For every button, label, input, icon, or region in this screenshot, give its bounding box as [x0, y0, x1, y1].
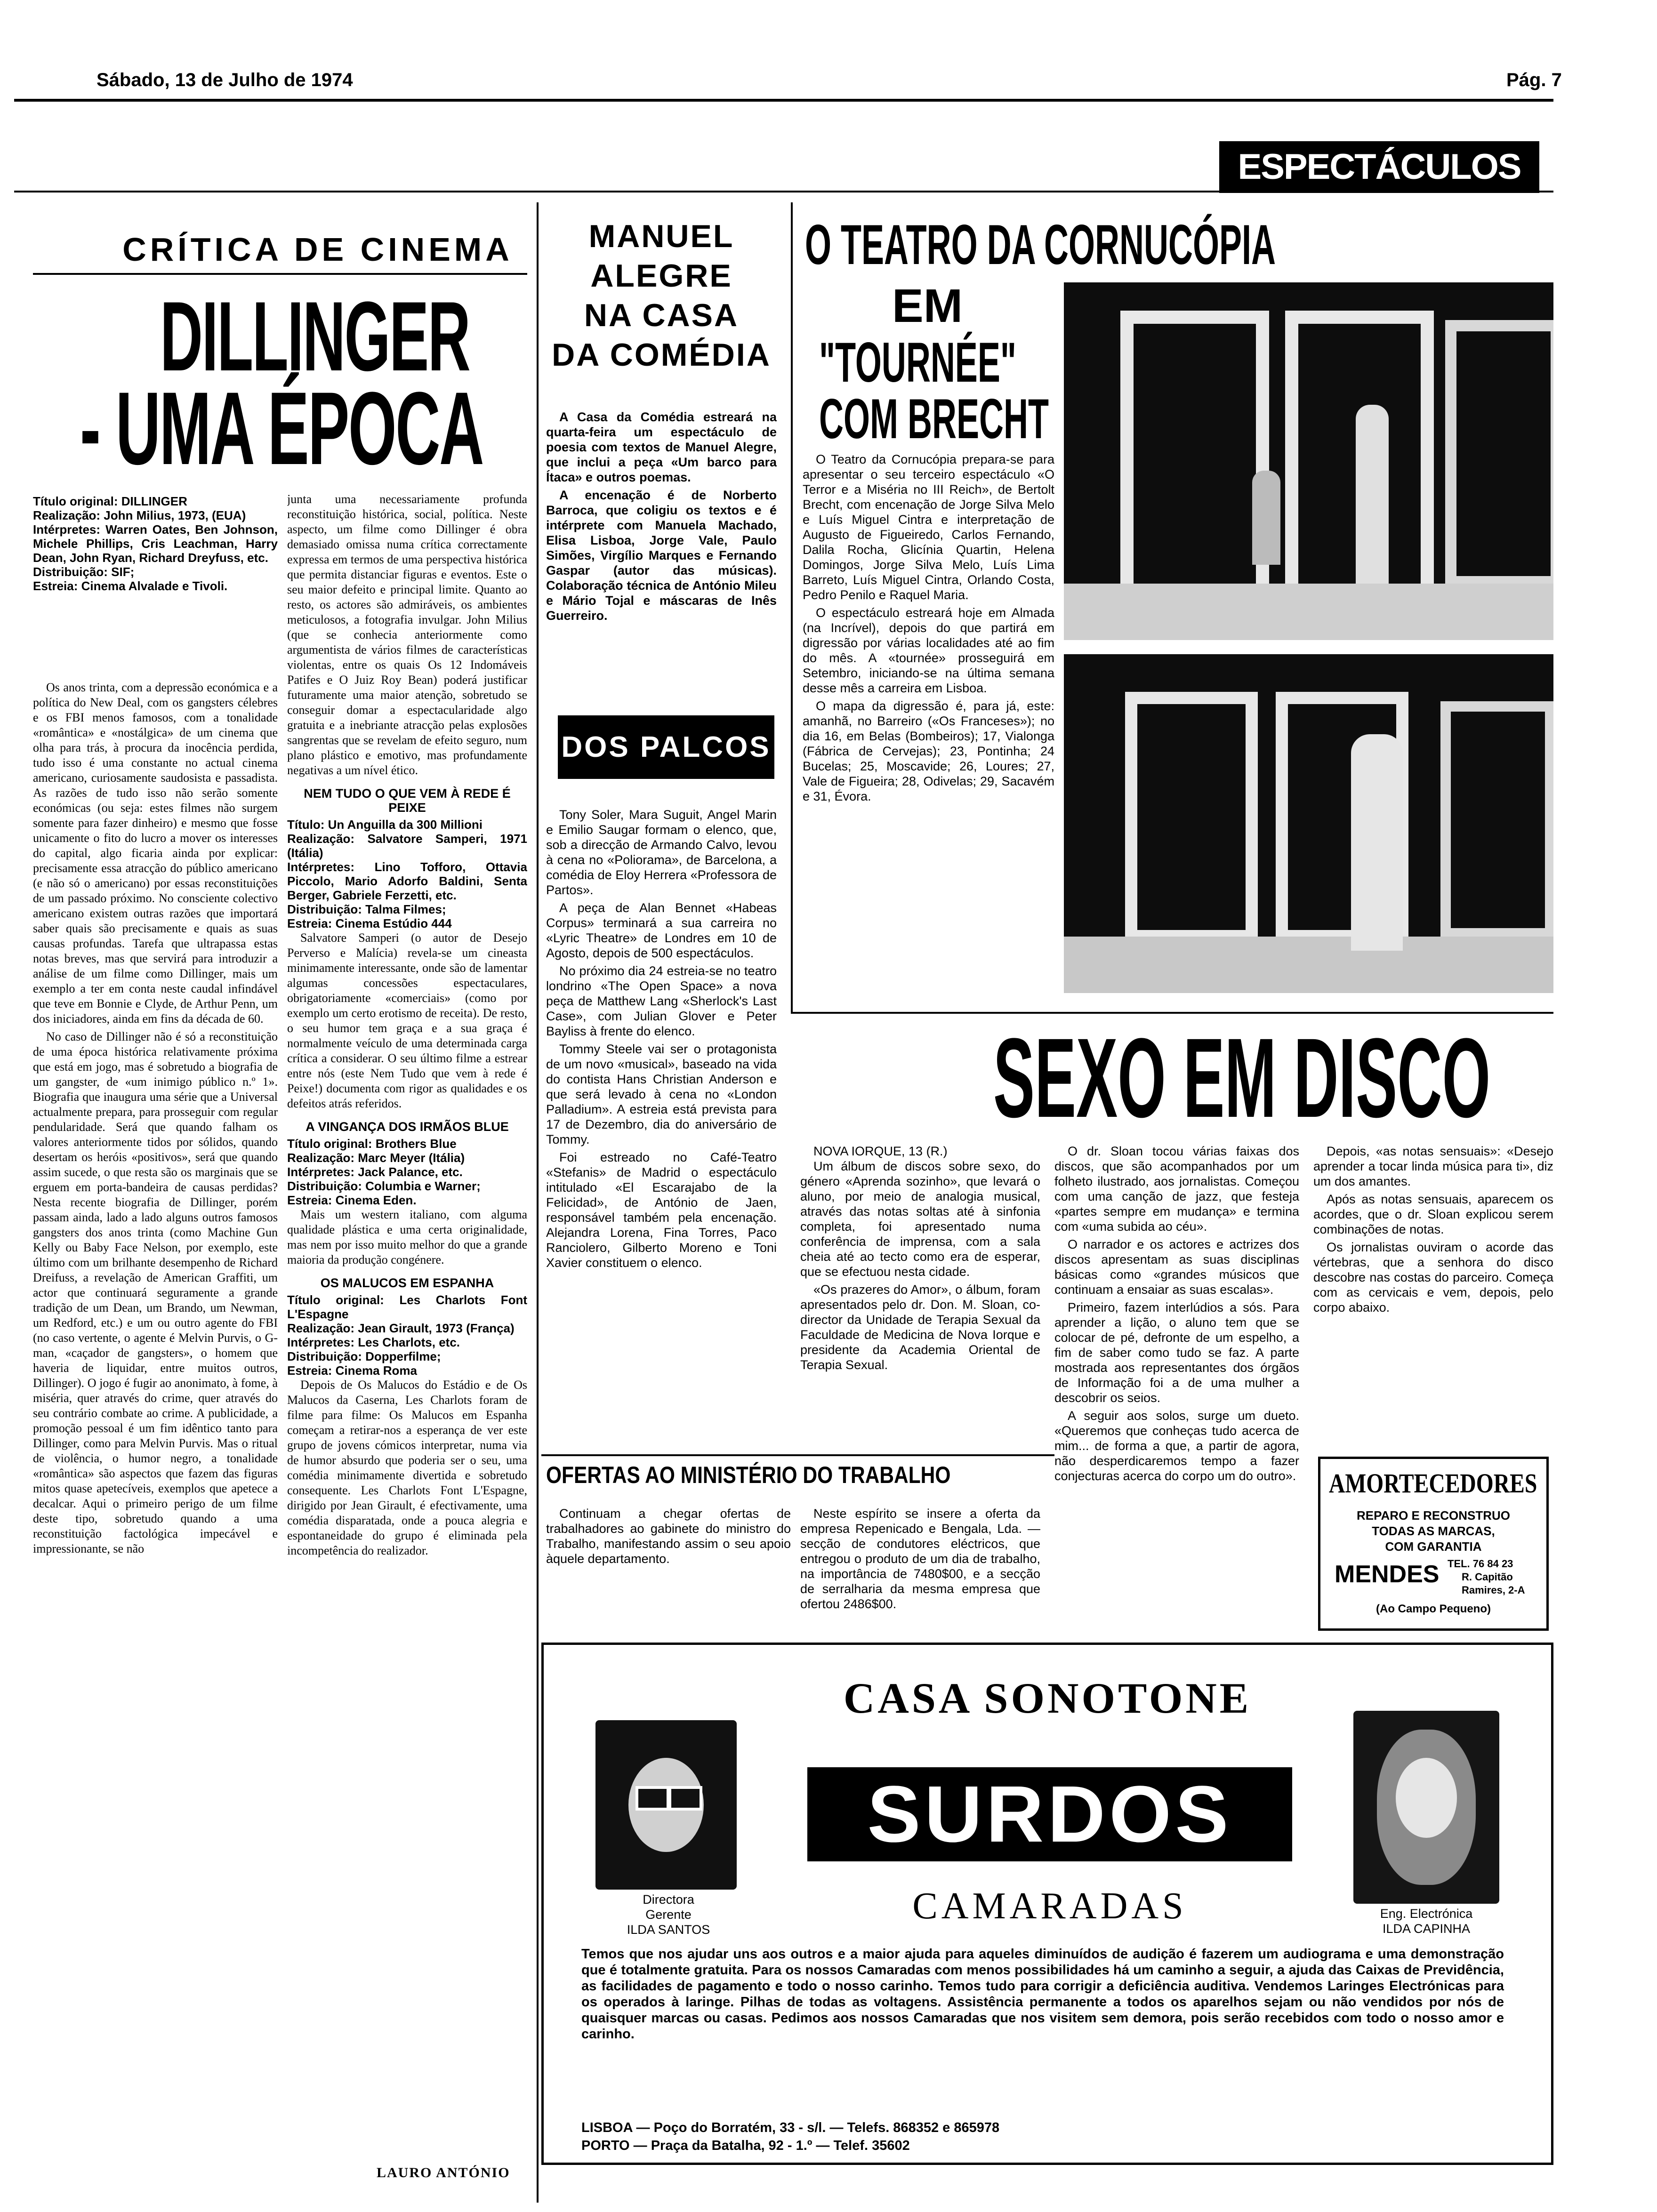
sexo-paragraph: A seguir aos solos, surge um dueto. «Queremos que conheças tudo acerca de mim... de forma a que, a partir de agora, não desperdicaremos tempo a fazer conjecturas acerca do corpo um do outro».	[1054, 1409, 1299, 1483]
ofertas-column-1	[546, 1506, 791, 1633]
critica-meta	[33, 494, 278, 593]
palcos-paragraph: No próximo dia 24 estreia-se no teatro londrino «The Open Space» a nova peça de Matthew Lang «Sherlock's Last Case», com Julian Glover e Peter Bayliss à frente do elenco.	[546, 964, 777, 1038]
amortecedores-address: R. Capitão	[1462, 1571, 1513, 1583]
alegre-paragraph: A encenação é de Norberto Barroca, que coligiu os textos e é intérprete com Manuela Machado, Elisa Lisboa, Jorge Vale, Paulo Simões, Virgílio Marques e Fernando Gaspar (autor das músicas). Colaboração técnica de António Mileu e Mário Tojal e máscaras de Inês Guerreiro.	[546, 488, 777, 623]
sexo-dateline: NOVA IORQUE, 13 (R.)	[813, 1144, 948, 1158]
palcos-paragraph: A peça de Alan Bennet «Habeas Corpus» terminará a sua carreira no «Lyric Theatre» de Londres em 10 de Agosto, depois de 500 espectáculos.	[546, 901, 777, 960]
subhead-vinganca: A VINGANÇA DOS IRMÃOS BLUE	[306, 1120, 509, 1134]
critica-signature: LAURO ANTÓNIO	[377, 2165, 510, 2180]
lisboa-address: — Poço do Borratém, 33 - s/l. — Telefs. 868352 e 865978	[636, 2120, 1000, 2135]
amortecedores-brand: MENDES	[1335, 1561, 1440, 1588]
critica-paragraph: No caso de Dillinger não é só a reconstituição de uma época histórica relativamente próxima que está em jogo, mas é sobretudo a biografia de um gangster, de «um inimigo público n.º 1». Biografia que inaugura uma série que a Universal actualmente prepara, para prosseguir com regular pendularidade. Será que quando falham os valores anteriormente tidos por sólidos, quando desertam os heróis «positivos», será que quando assim sucede, o que resta são os marginais que se erguem em porta-bandeira de causas perdidas? Nesta recente biografia de Dillinger, porém passam ainda, lado a lado alguns outros famosos gangsters dos anos trinta (como Machine Gun Kelly ou Baby Face Nelson, por exemplo, este último com um brilhante desempenho de Richard Dreifuss, a revelação de American Graffiti, um actor que continuará seguramente a grande tradição de um Dean, um Brando, um Newman, um Redford, etc.) e um ou outro agente do FBI (no caso vertente, o agente é Melvin Purvis, o G-man, «caçador de gangsters», o homem que haveria de liquidar, entre muitos outros, Dillinger). O jogo é fugir ao anonimato, à fome, à miséria, quer através do crime, quer através do seu contrário combate ao crime. A publicidade, a promoção pessoal é um fim idêntico tanto para Dillinger, como para Melvin Purvis. Mas o ritual de violência, o humor negro, a tonalidade «romântica» são aspectos que fazem das figuras mitos quase apetecíveis, exemplos que apetece a decalcar. Aqui o primeiro perigo de um filme deste tipo, sobretudo quando a uma reconstituição factológica impecável e impressionante, se não	[33, 1030, 278, 1555]
caption-line: Gerente	[645, 1907, 692, 1922]
sonotone-title: CASA SONOTONE	[843, 1674, 1252, 1722]
ofertas-paragraph: Neste espírito se insere a oferta da empresa Repenicado e Bengala, Lda. — secção de condutores eléctricos, que entregou o produto de um dia de trabalho, na importância de 7480$00, e a secção de serralharia da mesma empresa que ofertou 2486$00.	[800, 1507, 1040, 1611]
sub1-meta: Estreia: Cinema Estúdio 444	[287, 916, 452, 930]
sexo-paragraph: Os jornalistas ouviram o acorde das vértebras, que a senhora do disco descobre nas costas do parceiro. Começa com as cervicais e vem, depois, pelo corpo abaixo.	[1313, 1240, 1553, 1314]
sub2-meta: Distribuição: Columbia e Warner;	[287, 1179, 481, 1193]
cornucopia-paragraph: O mapa da digressão é, para já, este: amanhã, no Barreiro («Os Franceses»); no dia 16, em Belas (Bombeiros); 17, Vialonga (Fábrica de Cervejas); 23, Pontinha; 24 Bucelas; 25, Moscavide; 26, Loures; 27, Vale de Figueira; 28, Odivelas; 29, Sacavém e 31, Évora.	[803, 699, 1054, 803]
column-divider-2	[791, 202, 793, 1012]
header-date: Sábado, 13 de Julho de 1974	[97, 70, 353, 90]
caption-line: Directora	[643, 1892, 694, 1907]
amortecedores-address: Ramires, 2-A	[1462, 1584, 1525, 1596]
amortecedores-line: REPARO E RECONSTRUO	[1357, 1508, 1510, 1523]
cornucopia-bottom-rule	[791, 1012, 1553, 1014]
ofertas-paragraph: Continuam a chegar ofertas de trabalhadores ao gabinete do ministro do Trabalho, manifestando assim o seu apoio àquele departamento.	[546, 1507, 791, 1566]
sexo-paragraph: O narrador e os actores e actrizes dos discos apresentam as suas disciplinas básicas como «grandes músicos que continuam a ensaiar as suas escalas».	[1054, 1237, 1299, 1297]
cornucopia-title-line-1: O TEATRO DA CORNUCÓPIA	[805, 213, 1276, 276]
surdos-text: SURDOS	[867, 1770, 1232, 1859]
sub1-meta: Distribuição: Talma Filmes;	[287, 902, 446, 916]
amortecedores-ad	[1318, 1457, 1549, 1631]
cornucopia-photo-bottom	[1064, 654, 1553, 993]
header-rule	[14, 99, 1553, 102]
critica-meta-line: Estreia: Cinema Alvalade e Tivoli.	[33, 579, 228, 593]
alegre-title-line: DA COMÉDIA	[552, 337, 771, 373]
sonotone-body: Temos que nos ajudar uns aos outros e a maior ajuda para aqueles diminuídos de audição é fazerem um audiograma e uma demonstração que é totalmente gratuita. Para os nossos Camaradas com menos possibilidades há um caminho a seguir, a ajuda das Caixas de Previdência, as facilidades de pagamento e todo o nosso carinho. Temos tudo para corrigir a deficiência auditiva. Vendemos Laringes Electrónicas para os operados à laringe. Pilhas de todas as voltagens. Assistência permanente a todos os aparelhos sejam ou não vendidos por nós de quaisquer marcas ou casas. Pedimos aos nossos Camaradas que nos visitem sem demora, pois serão recebidos com todo o nosso amor e carinho.	[581, 1947, 1504, 2042]
sexo-paragraph: O dr. Sloan tocou várias faixas dos discos, que são acompanhados por um folheto ilustrado, aos jornalistas. Começou com uma canção de jazz, que festeja «partes sempre em mudança» e termina com «uma subida ao céu».	[1054, 1144, 1299, 1234]
sexo-title: SEXO EM DISCO	[993, 1015, 1491, 1141]
critica-meta-line: Realização: John Milius, 1973, (EUA)	[33, 508, 246, 522]
cornucopia-body	[803, 452, 1054, 1007]
cornucopia-photo-top	[1064, 282, 1553, 640]
alegre-paragraph: A Casa da Comédia estreará na quarta-feira um espectáculo de poesia com textos de Manuel Alegre, que inclui a peça «Um barco para Ítaca» e outros poemas.	[546, 410, 777, 484]
sub3-meta: Intérpretes: Les Charlots, etc.	[287, 1335, 460, 1349]
porto-label: PORTO	[581, 2138, 630, 2153]
critica-kicker: CRÍTICA DE CINEMA	[122, 231, 513, 268]
sub3-meta: Distribuição: Dopperfilme;	[287, 1349, 441, 1363]
ofertas-column-2	[800, 1506, 1040, 1633]
palcos-paragraph: Foi estreado no Café-Teatro «Stefanis» de Madrid o espectáculo intitulado «El Escarajabo de la Felicidad», de António de Jaen, responsável também pela encenação. Alejandra Lorena, Fina Torres, Paco Ranciolero, Gilberto Moreno e Toni Xavier constituem o elenco.	[546, 1150, 777, 1270]
directora-caption	[610, 1892, 727, 1937]
critica-title-line-2: - UMA ÉPOCA	[80, 370, 483, 486]
cornucopia-title-line-2: EM	[892, 280, 963, 332]
critica-meta-line: Título original: DILLINGER	[33, 494, 187, 508]
sub3-meta: Realização: Jean Girault, 1973 (França)	[287, 1321, 515, 1335]
sub3-meta: Título original: Les Charlots Font L'Espagne	[287, 1293, 527, 1321]
sub2-meta: Estreia: Cinema Eden.	[287, 1193, 417, 1207]
section-banner	[1219, 141, 1539, 193]
critica-column-2	[287, 492, 527, 2167]
sub2-meta: Intérpretes: Jack Palance, etc.	[287, 1165, 463, 1179]
sub2-text: Mais um western italiano, com alguma qualidade plástica e uma certa originalidade, mas nem por isso muito melhor do que a grande maioria da produção congénere.	[287, 1208, 527, 1266]
alegre-title-line: ALEGRE	[590, 258, 732, 294]
ofertas-top-rule	[541, 1454, 1054, 1456]
critica-title-line-1: DILLINGER	[160, 281, 470, 392]
palcos-paragraph: Tony Soler, Mara Suguit, Angel Marin e Emilio Saugar formam o elenco, que, sob a direcção de Armando Calvo, levou à cena no «Poliorama», de Barcelona, a comédia de Eloy Herrera «Professora de Partos».	[546, 808, 777, 897]
critica-kicker-rule	[33, 273, 527, 275]
critica-paragraph: Os anos trinta, com a depressão económica e a política do New Deal, com os gangsters célebres e os FBI menos famosos, com a tonalidade «romântica» e «nostálgica» de um cinema que olha para trás, à procura da inocência perdida, tudo isso é uma constante no actual cinema americano, curiosamente saudosista e passadista. As razões de tudo isso não serão somente económicas (ou seja: estes filmes não surgem somente para fazer dinheiro) e mesmo que fosse unicamente o fito do lucro a mover os interesses do capital, algo ficaria ainda por explicar: precisamente essa atracção do público americano (e não só o americano) por essas reconstituições de um passado próximo. No consciente colectivo americano existem outras razões que importará saber quais são precisamente e quais as suas causas profundas. Tarefa que ultrapassa estas notas breves, mas que servirá para introduzir a análise de um filme como Dillinger, mais um exemplo a ter em conta neste caudal infindável que teve em Bonnie e Clyde, de Arthur Penn, um dos iniciadores, ainda em fins da década de 60.	[33, 681, 278, 1026]
sexo-paragraph: Depois, «as notas sensuais»: «Desejo aprender a tocar linda música para ti», diz um dos amantes.	[1313, 1144, 1553, 1188]
cornucopia-title-line-4: COM BRECHT	[819, 387, 1049, 450]
sexo-paragraph: Um álbum de discos sobre sexo, do género «Aprenda sozinho», que levará o aluno, por meio de analogia musical, através das notas soltas até à sinfonia completa, foi apresentado numa conferência de imprensa, com a sala cheia até ao tecto como era de esperar, que se efectuou nesta cidade.	[800, 1159, 1040, 1279]
cornucopia-paragraph: O Teatro da Cornucópia prepara-se para apresentar o seu terceiro espectáculo «O Terror e a Miséria no III Reich», de Bertolt Brecht, com encenação de Jorge Silva Melo e Luís Miguel Cintra e interpretação de Augusto de Figueiredo, Carlos Fernando, Dalila Rocha, Glicínia Quartin, Helena Domingos, Jorge Silva Melo, Luís Lima Barreto, Luís Miguel Cintra, Orlando Costa, Pedro Penilo e Raquel Maria.	[803, 452, 1054, 602]
critica-column-1	[33, 680, 278, 2148]
porto-address: — Praça da Batalha, 92 - 1.º — Telef. 35602	[633, 2138, 910, 2153]
section-rule	[14, 191, 1553, 192]
critica-meta-line: Intérpretes: Warren Oates, Ben Johnson, Michele Phillips, Cris Leachman, Harry Dean, John Ryan, Richard Dreyfuss, etc.	[33, 522, 278, 565]
directora-photo	[595, 1720, 737, 1890]
alegre-title-line: MANUEL	[588, 218, 734, 254]
sonotone-porto	[581, 2138, 910, 2154]
amortecedores-tel: TEL. 76 84 23	[1448, 1558, 1513, 1570]
caption-line: Eng. Electrónica	[1380, 1907, 1473, 1921]
critica-meta-line: Distribuição: SIF;	[33, 565, 135, 579]
palcos-banner	[558, 715, 774, 779]
sexo-column-3	[1313, 1144, 1553, 1445]
engenheira-caption	[1344, 1906, 1509, 1936]
subhead-malucos: OS MALUCOS EM ESPANHA	[320, 1276, 494, 1290]
surdos-banner	[807, 1767, 1292, 1861]
sexo-paragraph: «Os prazeres do Amor», o álbum, foram apresentados pelo dr. Don. M. Sloan, co-director da Unidade de Terapia Sexual da Faculdade de Medicina de Nova Iorque e presidente da Academia Oriental de Terapia Sexual.	[800, 1282, 1040, 1372]
palcos-body	[546, 807, 777, 1490]
cornucopia-title-line-3: "TOURNÉE"	[819, 331, 1016, 394]
cornucopia-paragraph: O espectáculo estreará hoje em Almada (na Incrível), depois do que partirá em digressão por várias localidades até ao fim do mês. A «tournée» prosseguirá em Setembro, iniciando-se na última semana desse mês a carreira em Lisboa.	[803, 606, 1054, 695]
caption-line: ILDA SANTOS	[627, 1923, 710, 1937]
sub1-meta: Realização: Salvatore Samperi, 1971 (Itália)	[287, 832, 527, 860]
caption-line: ILDA CAPINHA	[1382, 1922, 1471, 1936]
lisboa-label: LISBOA	[581, 2120, 633, 2135]
sub1-meta: Título: Un Anguilla da 300 Millioni	[287, 817, 483, 832]
sonotone-ad	[541, 1643, 1553, 2165]
alegre-title-line: NA CASA	[584, 297, 739, 333]
sub1-text: Salvatore Samperi (o autor de Desejo Perverso e Malícia) revela-se um cineasta minimamente interessante, onde são de lamentar algumas concessões espectaculares, obrigatoriamente «comerciais» (como por exemplo um certo erotismo de receita). De resto, o seu humor tem graça e a sua graça é normalmente veículo de uma determinada carga crítica a considerar. O seu último filme a estrear entre nós (este Nem Tudo que vem à rede é Peixe!) documenta com rigor as qualidades e os defeitos atrás referidos.	[287, 931, 527, 1110]
sub1-meta: Intérpretes: Lino Tofforo, Ottavia Piccolo, Mario Adorfo Baldini, Senta Berger, Gabriele Ferzetti, etc.	[287, 860, 527, 902]
alegre-body	[546, 409, 777, 626]
sub3-text: Depois de Os Malucos do Estádio e de Os Malucos da Caserna, Les Charlots foram de filme para filme: Os Malucos em Espanha começam a retirar-nos a esperança de ver este grupo de jovens cómicos interpretar, numa via de humor absurdo que poderia ser o seu, uma comédia minimamente divertida e sobretudo consequente. Les Charlots Font L'Espagne, dirigido por Jean Girault, é efectivamente, uma comédia disparatada, onde a pouca alegria e espontaneidade do grupo é eliminada pela incompetência do realizador.	[287, 1378, 527, 1557]
sonotone-lisboa	[581, 2120, 999, 2136]
section-title: ESPECTÁCULOS	[1238, 147, 1521, 187]
sexo-column-2	[1054, 1144, 1299, 1638]
sub2-meta: Realização: Marc Meyer (Itália)	[287, 1151, 465, 1165]
critica-paragraph: junta uma necessariamente profunda reconstituição histórica, social, política. Neste aspecto, um filme como Dillinger é obra demasiado omissa numa crítica correctamente expressa em termos de uma perspectiva histórica que permita distanciar figuras e eventos. Este o seu maior defeito e principal limite. Quanto ao resto, os actores são admiráveis, os ambientes meticulosos, a fotografia invulgar. John Milius (que se conhecia anteriormente como argumentista de vários filmes de características violentas, entre os quais Os 12 Indomáveis Patifes e O Juiz Roy Bean) poderá justificar futuramente uma maior atenção, sobretudo se conseguir domar a espectacularidade algo gratuita e a inebriante atracção pelas explosões sangrentas que se revelam de efeito seguro, num plano plástico e emotivo, mas profundamente negativas a um nível ético.	[287, 492, 527, 777]
amortecedores-line: TODAS AS MARCAS,	[1372, 1524, 1495, 1538]
sexo-paragraph: Primeiro, fazem interlúdios a sós. Para aprender a lição, o aluno tem que se colocar de pé, defronte de um espelho, a fim de saber como tudo se faz. A parte mostrada aos representantes dos órgãos de Informação foi a de uma mulher a descobrir os seios.	[1054, 1300, 1299, 1405]
subhead-nem-tudo: NEM TUDO O QUE VEM À REDE É PEIXE	[304, 786, 511, 815]
sub3-meta: Estreia: Cinema Roma	[287, 1363, 417, 1378]
sub2-meta: Título original: Brothers Blue	[287, 1137, 457, 1151]
amortecedores-title: AMORTECEDORES	[1329, 1468, 1537, 1499]
amortecedores-line: COM GARANTIA	[1385, 1539, 1482, 1554]
header-page-number: Pág. 7	[1506, 70, 1562, 90]
amortecedores-address: (Ao Campo Pequeno)	[1376, 1603, 1491, 1615]
alegre-title	[546, 216, 777, 375]
engenheira-photo	[1353, 1711, 1499, 1904]
ofertas-title: OFERTAS AO MINISTÉRIO DO TRABALHO	[546, 1462, 951, 1488]
palcos-paragraph: Tommy Steele vai ser o protagonista de um novo «musical», baseado na vida do contista Hans Christian Anderson e que será levado à cena no «London Palladium». A estreia está prevista para 17 de Dezembro, dia do aniversário de Tommy.	[546, 1042, 777, 1146]
camaradas-text: CAMARADAS	[912, 1885, 1187, 1927]
sexo-paragraph: Após as notas sensuais, aparecem os acordes, que o dr. Sloan explicou serem combinações de notas.	[1313, 1192, 1553, 1236]
column-divider-1	[537, 202, 539, 2203]
palcos-title: DOS PALCOS	[561, 731, 771, 763]
